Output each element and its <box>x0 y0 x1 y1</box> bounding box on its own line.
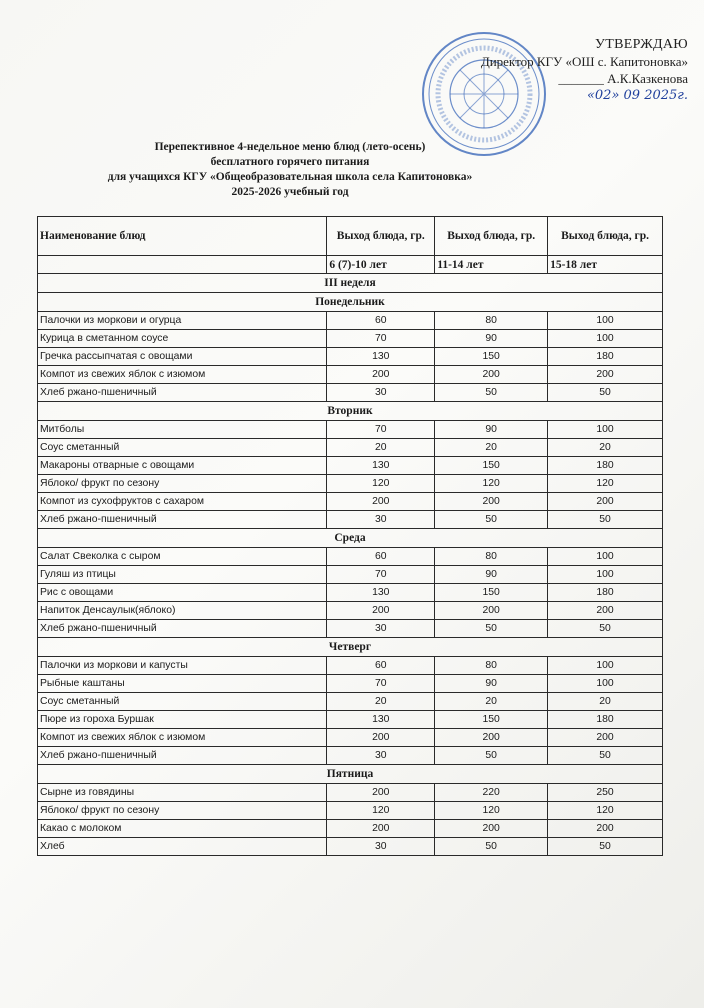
header-dish-name: Наименование блюд <box>38 217 327 256</box>
table-row <box>38 548 663 566</box>
approval-director: Директор КГУ «ОШ с. Капитоновка» <box>480 54 688 69</box>
portion-age-1: 200 <box>327 493 435 511</box>
day-row <box>38 402 663 421</box>
portion-age-3: 200 <box>548 729 663 747</box>
portion-age-3: 50 <box>548 384 663 402</box>
portion-age-1: 130 <box>327 457 435 475</box>
week-row <box>38 274 663 293</box>
approval-date: «02» 09 2025г. <box>586 88 688 103</box>
day-label: Пятница <box>38 765 663 784</box>
day-label: Четверг <box>38 638 663 657</box>
table-row <box>38 729 663 747</box>
portion-age-1: 30 <box>327 620 435 638</box>
table-row <box>38 802 663 820</box>
approval-signature: _______ А.К.Казкенова <box>558 71 688 86</box>
table-row <box>38 330 663 348</box>
header-portion-2: Выход блюда, гр. <box>435 217 548 256</box>
table-row <box>38 384 663 402</box>
table-row <box>38 584 663 602</box>
portion-age-2: 50 <box>435 747 548 765</box>
dish-name: Рис с овощами <box>38 584 327 602</box>
table-row <box>38 675 663 693</box>
portion-age-2: 200 <box>435 366 548 384</box>
portion-age-1: 20 <box>327 439 435 457</box>
portion-age-1: 70 <box>327 675 435 693</box>
portion-age-2: 150 <box>435 457 548 475</box>
dish-name: Соус сметанный <box>38 439 327 457</box>
dish-name: Сырне из говядины <box>38 784 327 802</box>
portion-age-3: 180 <box>548 457 663 475</box>
portion-age-3: 180 <box>548 348 663 366</box>
age-empty-cell <box>38 256 327 274</box>
dish-name: Хлеб ржано-пшеничный <box>38 747 327 765</box>
portion-age-3: 20 <box>548 439 663 457</box>
portion-age-1: 30 <box>327 511 435 529</box>
age-group-3: 15-18 лет <box>548 256 663 274</box>
table-row <box>38 439 663 457</box>
table-row <box>38 747 663 765</box>
table-row <box>38 602 663 620</box>
title-line-1: Перепективное 4-недельное меню блюд (лето-осень) <box>154 141 426 153</box>
portion-age-2: 150 <box>435 711 548 729</box>
day-row <box>38 765 663 784</box>
dish-name: Гуляш из птицы <box>38 566 327 584</box>
portion-age-3: 120 <box>548 475 663 493</box>
portion-age-3: 200 <box>548 602 663 620</box>
dish-name: Хлеб ржано-пшеничный <box>38 384 327 402</box>
portion-age-2: 150 <box>435 348 548 366</box>
portion-age-2: 90 <box>435 330 548 348</box>
dish-name: Палочки из моркови и капусты <box>38 657 327 675</box>
portion-age-1: 20 <box>327 693 435 711</box>
table-row <box>38 820 663 838</box>
dish-name: Компот из свежих яблок с изюмом <box>38 729 327 747</box>
dish-name: Пюре из гороха Буршак <box>38 711 327 729</box>
dish-name: Митболы <box>38 421 327 439</box>
table-row <box>38 475 663 493</box>
approval-heading: УТВЕРЖДАЮ <box>595 37 688 52</box>
portion-age-2: 50 <box>435 511 548 529</box>
portion-age-2: 90 <box>435 675 548 693</box>
portion-age-1: 70 <box>327 330 435 348</box>
day-row <box>38 638 663 657</box>
portion-age-3: 200 <box>548 820 663 838</box>
portion-age-2: 50 <box>435 384 548 402</box>
age-group-1: 6 (7)-10 лет <box>327 256 435 274</box>
menu-table <box>37 216 663 856</box>
portion-age-3: 180 <box>548 711 663 729</box>
table-row <box>38 511 663 529</box>
table-row <box>38 457 663 475</box>
portion-age-2: 80 <box>435 312 548 330</box>
dish-name: Хлеб <box>38 838 327 856</box>
table-row <box>38 784 663 802</box>
day-row <box>38 529 663 548</box>
table-row <box>38 693 663 711</box>
portion-age-1: 30 <box>327 747 435 765</box>
portion-age-1: 130 <box>327 584 435 602</box>
day-row <box>38 293 663 312</box>
portion-age-2: 200 <box>435 729 548 747</box>
table-row <box>38 620 663 638</box>
dish-name: Салат Свеколка с сыром <box>38 548 327 566</box>
dish-name: Курица в сметанном соусе <box>38 330 327 348</box>
table-row <box>38 566 663 584</box>
day-label: Понедельник <box>38 293 663 312</box>
portion-age-3: 100 <box>548 548 663 566</box>
portion-age-2: 90 <box>435 421 548 439</box>
portion-age-2: 80 <box>435 657 548 675</box>
dish-name: Палочки из моркови и огурца <box>38 312 327 330</box>
document-title <box>60 140 520 200</box>
portion-age-1: 130 <box>327 348 435 366</box>
week-label: III неделя <box>38 274 663 293</box>
title-line-2: бесплатного горячего питания <box>210 156 370 168</box>
day-label: Среда <box>38 529 663 548</box>
title-line-3: для учащихся КГУ «Общеобразовательная школа села Капитоновка» <box>107 171 473 183</box>
portion-age-2: 120 <box>435 475 548 493</box>
portion-age-1: 200 <box>327 820 435 838</box>
portion-age-3: 100 <box>548 330 663 348</box>
table-header-row <box>38 217 663 256</box>
dish-name: Яблоко/ фрукт по сезону <box>38 475 327 493</box>
table-row <box>38 348 663 366</box>
portion-age-1: 60 <box>327 657 435 675</box>
portion-age-3: 100 <box>548 421 663 439</box>
table-row <box>38 657 663 675</box>
portion-age-1: 30 <box>327 838 435 856</box>
portion-age-2: 50 <box>435 620 548 638</box>
portion-age-1: 70 <box>327 421 435 439</box>
portion-age-1: 70 <box>327 566 435 584</box>
portion-age-3: 50 <box>548 620 663 638</box>
age-group-2: 11-14 лет <box>435 256 548 274</box>
table-row <box>38 421 663 439</box>
portion-age-2: 150 <box>435 584 548 602</box>
portion-age-3: 100 <box>548 657 663 675</box>
dish-name: Гречка рассыпчатая с овощами <box>38 348 327 366</box>
table-row <box>38 838 663 856</box>
portion-age-1: 200 <box>327 602 435 620</box>
portion-age-3: 100 <box>548 675 663 693</box>
dish-name: Хлеб ржано-пшеничный <box>38 511 327 529</box>
dish-name: Компот из свежих яблок с изюмом <box>38 366 327 384</box>
portion-age-2: 50 <box>435 838 548 856</box>
portion-age-3: 180 <box>548 584 663 602</box>
table-row <box>38 366 663 384</box>
portion-age-3: 200 <box>548 366 663 384</box>
portion-age-2: 200 <box>435 820 548 838</box>
dish-name: Макароны отварные с овощами <box>38 457 327 475</box>
portion-age-2: 200 <box>435 602 548 620</box>
portion-age-1: 200 <box>327 784 435 802</box>
portion-age-1: 130 <box>327 711 435 729</box>
header-portion-3: Выход блюда, гр. <box>548 217 663 256</box>
table-row <box>38 711 663 729</box>
portion-age-3: 250 <box>548 784 663 802</box>
dish-name: Яблоко/ фрукт по сезону <box>38 802 327 820</box>
dish-name: Рыбные каштаны <box>38 675 327 693</box>
dish-name: Хлеб ржано-пшеничный <box>38 620 327 638</box>
portion-age-2: 120 <box>435 802 548 820</box>
portion-age-1: 120 <box>327 802 435 820</box>
portion-age-1: 60 <box>327 548 435 566</box>
portion-age-3: 100 <box>548 312 663 330</box>
portion-age-2: 80 <box>435 548 548 566</box>
portion-age-2: 200 <box>435 493 548 511</box>
dish-name: Компот из сухофруктов с сахаром <box>38 493 327 511</box>
portion-age-3: 50 <box>548 511 663 529</box>
dish-name: Соус сметанный <box>38 693 327 711</box>
day-label: Вторник <box>38 402 663 421</box>
header-portion-1: Выход блюда, гр. <box>327 217 435 256</box>
portion-age-2: 20 <box>435 439 548 457</box>
title-line-4: 2025-2026 учебный год <box>231 186 349 198</box>
portion-age-1: 200 <box>327 729 435 747</box>
portion-age-1: 60 <box>327 312 435 330</box>
portion-age-2: 90 <box>435 566 548 584</box>
dish-name: Какао с молоком <box>38 820 327 838</box>
dish-name: Напиток Денсаулык(яблоко) <box>38 602 327 620</box>
portion-age-3: 20 <box>548 693 663 711</box>
portion-age-3: 120 <box>548 802 663 820</box>
portion-age-3: 200 <box>548 493 663 511</box>
approval-block <box>448 36 688 104</box>
portion-age-1: 30 <box>327 384 435 402</box>
portion-age-2: 20 <box>435 693 548 711</box>
table-row <box>38 312 663 330</box>
table-row <box>38 493 663 511</box>
portion-age-3: 50 <box>548 838 663 856</box>
portion-age-3: 50 <box>548 747 663 765</box>
portion-age-2: 220 <box>435 784 548 802</box>
portion-age-1: 120 <box>327 475 435 493</box>
portion-age-3: 100 <box>548 566 663 584</box>
portion-age-1: 200 <box>327 366 435 384</box>
age-group-row <box>38 256 663 274</box>
